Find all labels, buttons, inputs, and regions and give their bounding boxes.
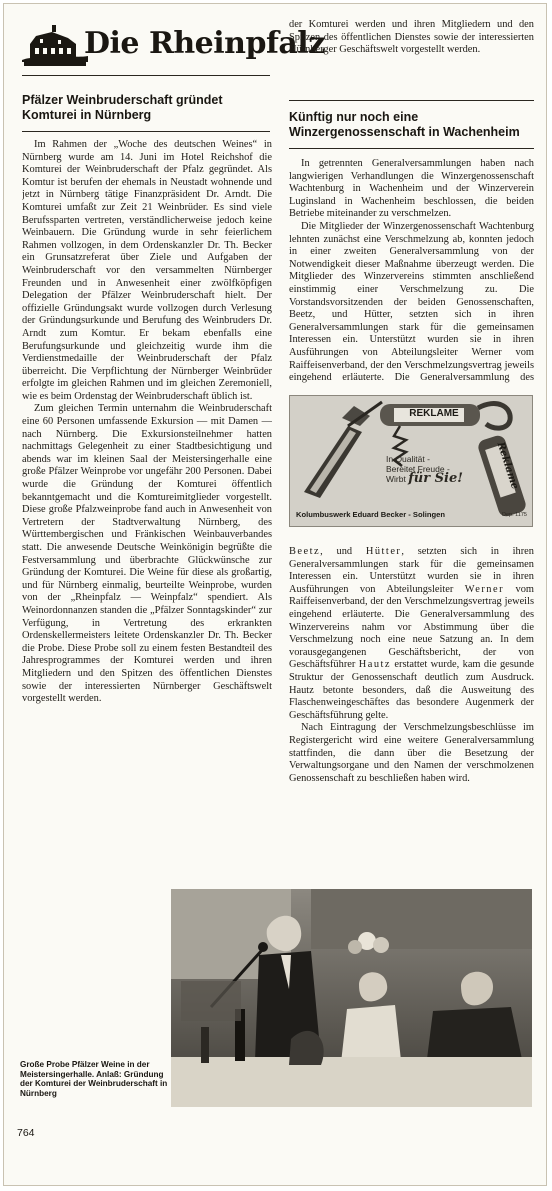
article1-rule [22,131,270,132]
masthead-rule [22,75,270,76]
article2-body-part1 [289,158,534,384]
ad-company: Kolumbuswerk Eduard Becker - Solingen [296,510,445,519]
article2-paragraph: Die Mitglieder der Winzergenossenschaft Wachtenburg lehnten zunächst eine Verschmelzung ab, konnten jedoch in einer zweiten Generalversammlung von der Notwendigkeit dieser Maßnahme überzeugt werden. Die Mitglieder des Winzervereins stimmten anschließend einstimmig einer Verschmelzung zu. Die Vorstandsvorsitzenden der beiden Genossenschaften, Beetz, und Hütter, setzten sich in ihren Generalversammlungen stark für die gemeinsamen Interessen ein. Unterstützt wurden sie in ihren Ausführungen von Abteilungsleiter Werner vom Raiffeisenverband, der den Verschmelzungsvertrag jeweils eingehend erläuterte. Die Generalversammlung des [289,220,534,384]
ad-slogan-word: Wirbt [386,474,406,484]
corkscrew-advertisement [289,395,533,527]
ad-slogan [386,454,476,484]
ad-label-reklame-script: Reklame [494,440,521,491]
article2-headline: Künftig nur noch eine Winzergenossenschaft in Wachenheim [289,110,520,139]
article2-continuation: Beetz, und Hütter, setzten sich in ihren Generalversammlungen stark für die gemeinsamen Interessen ein. Unterstützt wurden sie in ihren Ausführungen von Abteilungsleiter Werner vom Raiffeisenverband, der den Verschmelzungsvertrag jeweils eingehend erläuterte. Die Generalversammlung des Winzervereins nahm vor Abstimmung über die Verschmelzung noch eine neue Satzung an. In dem vorausgegangenen Geschäftsbericht, der von Geschäftsführer Hautz erstattet wurde, kam die gesunde Struktur der Genossenschaft deutlich zum Ausdruck. Hautz betonte besonders, daß die Ausweitung des Flaschenweingeschäftes das besondere Augenmerk der Geschäftsführung gelte. [289,546,534,721]
page-number: 764 [17,1127,35,1139]
article1-body-col2 [289,19,534,77]
ad-slogan-line: Bereitet Freude - [386,464,450,474]
photo-caption: Große Probe Pfälzer Weine in der Meistersingerhalle. Anlaß: Gründung der Komturei der Weinbruderschaft in Nürnberg [20,1060,168,1098]
event-photo [171,889,532,1107]
article2-top-rule [289,100,534,101]
ad-slogan-line: In Qualität - [386,454,430,464]
article2-body-part2 [289,546,534,874]
masthead [22,20,325,72]
article1-paragraph: Im Rahmen der „Woche des deutschen Weines“ in Nürnberg wurde am 14. Juni im Hotel Reichshof die Komturei der Weinbruderschaft der Pfalz gegründet. Als Komtur ist berufen der ehemals in Neustadt wohnende und jetzt in Nürnberg tätige Finanzpräsident Dr. Arndt. Die Komturei umfaßt zur Zeit 21 Weinbrüder. Es sind viele Berufssparten vertreten, verständlicherweise jedoch keine Weinbauern. Die Gründung wurde in sehr feierlichem Rahmen vollzogen, in dem Ordenskanzler Dr. Th. Becker ein Grunsatzreferat über Ziele und Aufgaben der Weinbruderschaft vor den versammelten Nürnberger Freunden und in Anwesenheit einer zwölfköpfigen Delegation der Pfälzer Weinbruderschaft hielt. Der offizielle Gründungsakt wurde vollzogen durch Verlesung der Gründungsurkunde und Berufung des Weinbruders Dr. Arndt zum Komtur. Er bekam ebenfalls eine Berufungsurkunde und gleichzeitig wurde ihm die Verdienstmedaille der Weinbruderschaft der Pfalz überreicht. Die Verpflichtung der Nürnberger Weinbrüder erfolgte im gleichen Rahmen und im gleichen Zeremoniell, wie es beim Ordenstag der Weinbruderschaft üblich ist. [22,139,272,402]
ad-dep-number: Dep. 1175 [502,512,527,518]
article1-continuation: der Komturei werden und ihren Mitgliedern und den Spitzen des öffentlichen Dienstes sowie der interessierten Nürnberger Geschäftswelt vorgestellt werden. [289,19,534,56]
ad-slogan-line [386,471,476,486]
masthead-title: Die Rheinpfalz [84,26,325,61]
ad-label-rekame: REKLAME [409,408,459,419]
article2-rule [289,148,534,149]
article2-paragraph: Nach Eintragung der Verschmelzungsbeschlüsse im Registergericht wird eine weitere Generalversammlung stattfinden, die dann über die Besetzung der Verwaltungsorgane und den Namen der verschmolzenen Genossenschaft zu beschließen haben wird. [289,722,534,784]
article1-headline: Pfälzer Weinbruderschaft gründet Komturei in Nürnberg [22,93,223,122]
article2-paragraph: In getrennten Generalversammlungen haben nach langwierigen Verhandlungen die Winzergenossenschaft Wachtenburg in Wachenheim und der Winzerverein Luginsland in Wachenheim beschlossen, die beiden Betriebe miteinander zu verschmelzen. [289,158,534,220]
article1-body-col1 [22,139,272,879]
castle-emblem-icon [22,22,88,68]
ad-slogan-emphasis: für Sie! [408,471,463,486]
photo-scene-image [171,889,532,1107]
article1-paragraph: Zum gleichen Termin unternahm die Weinbruderschaft eine 60 Personen umfassende Exkursion — mit Damen — nach Nürnberg. Die Exkursionsteilnehmer hatten nachmittags Gelegenheit zu einer Stadtbesichtigung und abends war im kleinen Saal der Meistersingerhalle eine große Pfälzer Weinprobe vor ungefähr 200 Personen. Dabei wurde die Gründung der Komturei öffentlich bekanntgemacht und die Komtureimitglieder vorgestellt. Diese große Pfalzweinprobe fand auch in Anwesenheit von Vertretern der Stadtverwaltung Nürnberg, des Württembergischen und Fränkischen Weinbauverbandes statt. Die anwesende Deutsche Weinkönigin begrüßte die Festversammlung und überbrachte Glückwünsche zur Gründung der Komturei. Die Weine für diese als großartig, und für Nürnberg einmalig, beurteilte Weinprobe, wurden von der „Rheinpfalz — Weinpfalz“ spendiert. Als Weinordonnanzen standen die „Pfälzer Sonntagskinder“ zur Verfügung, in Vertretung des erkrankten Ordenskellermeisters leitete Ordenskanzler Dr. Th. Becker die Probe. Diese Probe soll zu einem festen Bestandteil des Jahresprogrammes der Komturei werden und ihren Mitgliedern und den Spitzen des öffentlichen Dienstes sowie der interessierten Nürnberger Geschäftswelt vorgestellt werden. [22,403,272,705]
